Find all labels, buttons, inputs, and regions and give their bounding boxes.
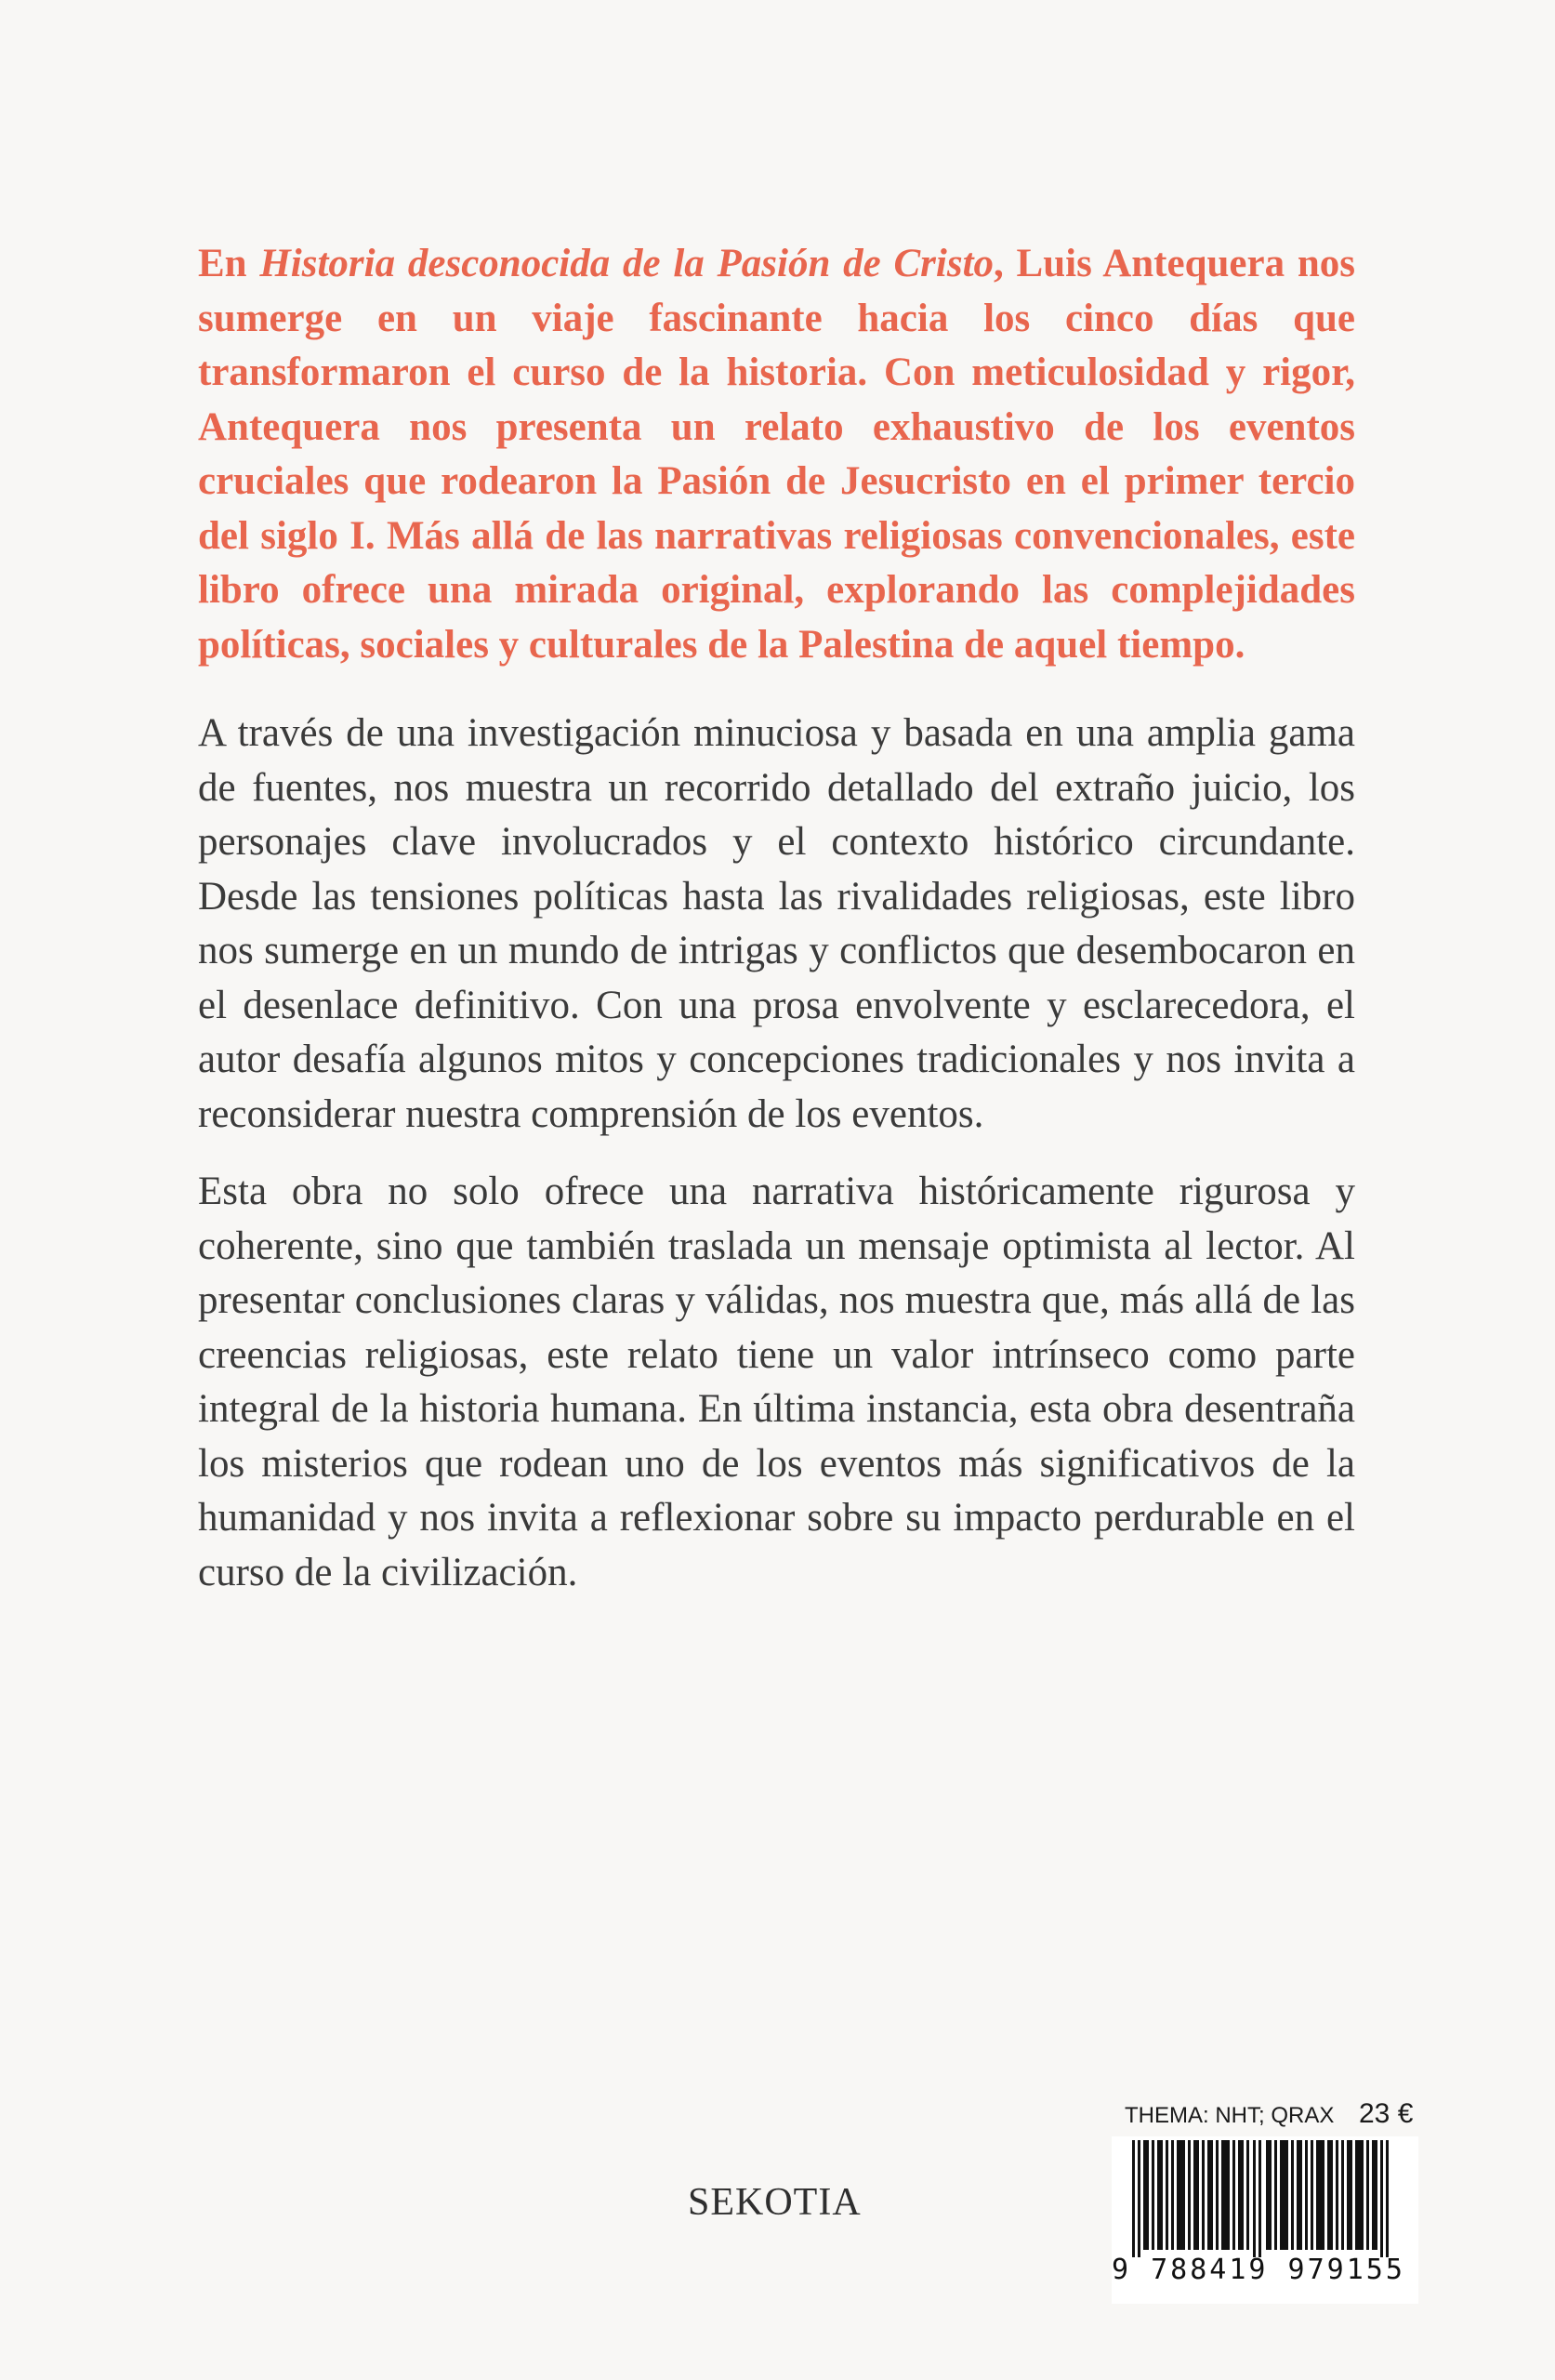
thema-code: THEMA: NHT; QRAX bbox=[1125, 2103, 1335, 2128]
price-label: 23 € bbox=[1359, 2098, 1414, 2129]
publisher-logo: SEKOTIA bbox=[688, 2181, 862, 2224]
body-paragraph-3: Esta obra no solo ofrece una narrativa históricamente rigurosa y coherente, sino que también traslada un mensaje optimista al lector. Al presentar conclusiones claras y válidas, nos muestra que, más allá de las creencias religiosas, este relato tiene un valor intrínseco como parte integral de la historia humana. En última instancia, esta obra desentraña los misterios que rodean uno de los eventos más significativos de la humanidad y nos invita a reflexionar sobre su impacto perdurable en el curso de la civilización. bbox=[198, 1170, 1355, 1594]
book-title: Historia desconocida de la Pasión de Cristo bbox=[259, 242, 995, 285]
isbn-barcode bbox=[1112, 2136, 1418, 2304]
barcode-bars bbox=[1112, 2136, 1418, 2257]
intro-paragraph bbox=[198, 237, 1355, 672]
intro-lead: En bbox=[198, 242, 260, 285]
isbn-digits: 9 788419 979155 bbox=[1112, 2254, 1405, 2286]
intro-rest: , Luis Antequera nos sumerge en un viaje fascinante hacia los cinco días que transformaron el curso de la historia. Con meticulosidad y rigor, Antequera nos presenta un relato exhaustivo de los eventos cruciales que rodearon la Pasión de Jesucristo en el primer tercio del siglo I. Más allá de las narrativas religiosas convencionales, este libro ofrece una mirada original, explorando las complejidades políticas, sociales y culturales de la Palestina de aquel tiempo. bbox=[198, 242, 1355, 667]
body-paragraph-2: A través de una investigación minuciosa y basada en una amplia gama de fuentes, nos muestra un recorrido detallado del extraño juicio, los personajes clave involucrados y el contexto histórico circundante. Desde las tensiones políticas hasta las rivalidades religiosas, este libro nos sumerge en un mundo de intrigas y conflictos que desembocaron en el desenlace definitivo. Con una prosa envolvente y esclarecedora, el autor desafía algunos mitos y concepciones tradicionales y nos invita a reconsiderar nuestra comprensión de los eventos. bbox=[198, 711, 1355, 1136]
